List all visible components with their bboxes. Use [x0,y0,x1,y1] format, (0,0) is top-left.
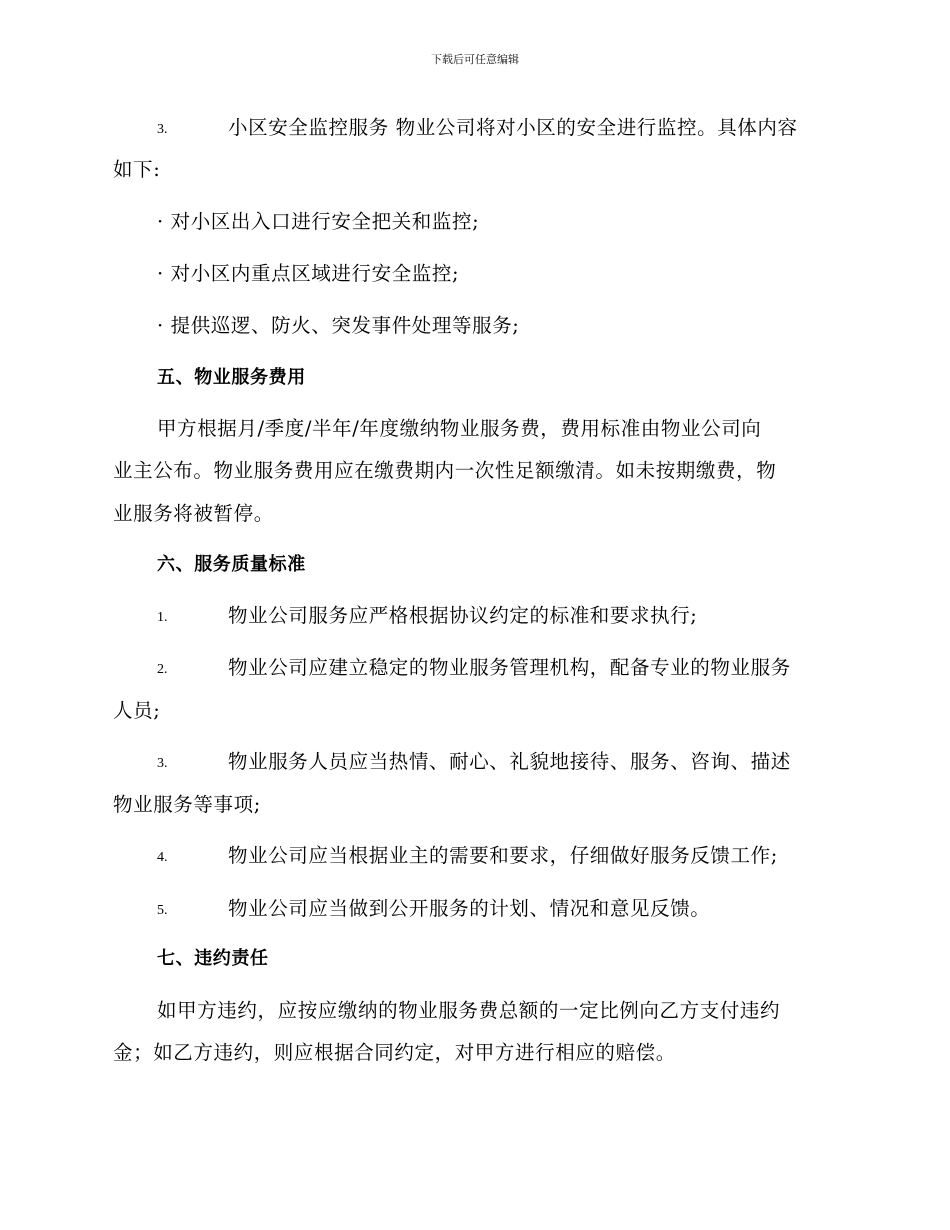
paragraph-line: 金；如乙方违约，则应根据合同约定，对甲方进行相应的赔偿。 [113,1041,676,1064]
section-heading: 七、违约责任 [157,948,269,969]
list-item-text: 物业服务等事项; [113,793,261,816]
paragraph-line: 甲方根据月/季度/半年/年度缴纳物业服务费，费用标准由物业公司向 [157,417,762,440]
paragraph-line: 如甲方违约，应按应缴纳的物业服务费总额的一定比例向乙方支付违约 [157,999,781,1022]
paragraph-line: 小区安全监控服务 物业公司将对小区的安全进行监控。具体内容 [228,116,798,139]
list-number: 3. [157,122,168,137]
section-heading: 五、物业服务费用 [157,367,306,388]
bullet-item: · 对小区内重点区域进行安全监控; [157,262,460,285]
list-number: 1. [157,610,168,625]
list-number: 4. [157,850,168,865]
list-number: 2. [157,662,168,677]
list-number: 5. [157,903,168,918]
list-item-text: 物业公司服务应严格根据协议约定的标准和要求执行; [228,604,698,627]
list-item-text: 物业服务人员应当热情、耐心、礼貌地接待、服务、咨询、描述 [228,750,791,773]
paragraph-line: 如下: [113,158,161,181]
list-item-text: 物业公司应当根据业主的需要和要求，仔细做好服务反馈工作; [228,844,778,867]
page-header: 下载后可任意编辑 [431,53,519,66]
section-heading: 六、服务质量标准 [157,554,306,575]
bullet-item: · 对小区出入口进行安全把关和监控; [157,210,480,233]
paragraph-line: 业主公布。物业服务费用应在缴费期内一次性足额缴清。如未按期缴费，物 [113,459,777,482]
list-item-text: 物业公司应建立稳定的物业服务管理机构，配备专业的物业服务 [228,656,791,679]
paragraph-line: 业服务将被暂停。 [113,502,274,525]
bullet-item: · 提供巡逻、防火、突发事件处理等服务; [157,314,520,337]
list-number: 3. [157,756,168,771]
list-item-text: 人员; [113,699,161,722]
list-item-text: 物业公司应当做到公开服务的计划、情况和意见反馈。 [228,897,711,920]
